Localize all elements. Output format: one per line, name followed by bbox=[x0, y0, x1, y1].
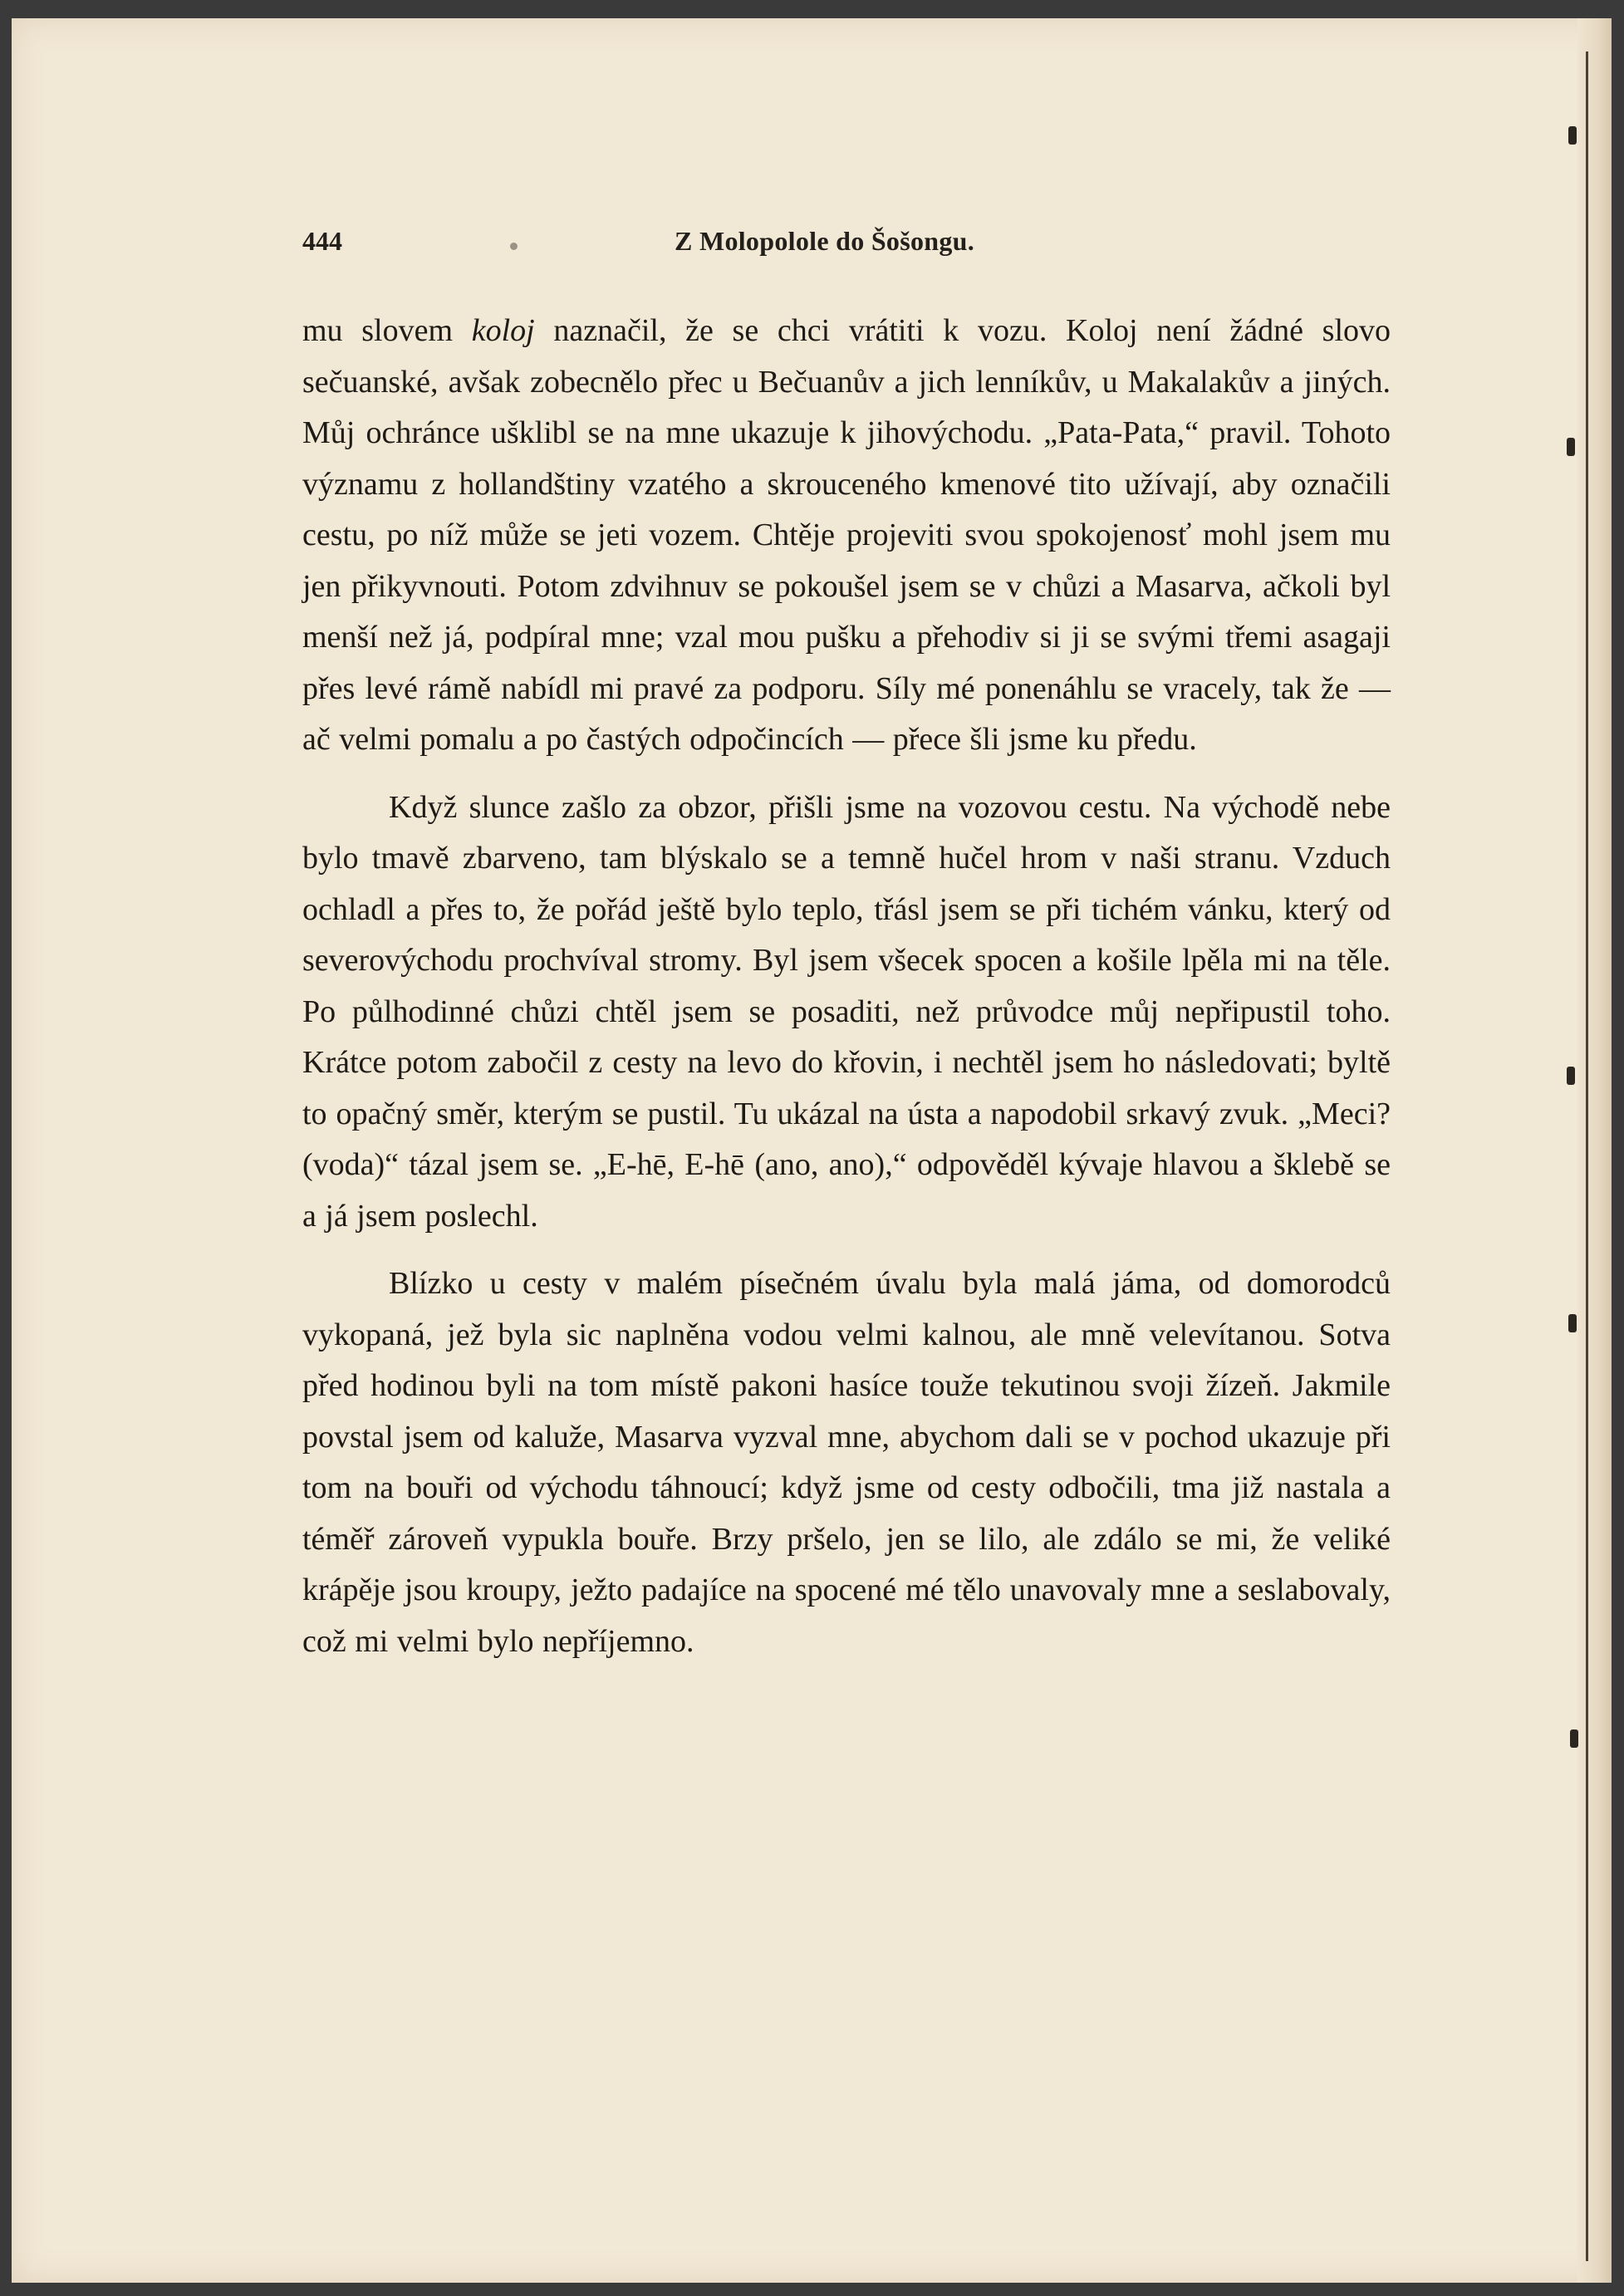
body-text bbox=[302, 306, 1391, 1684]
paragraph-3: Blízko u cesty v malém písečném úvalu byla malá jáma, od domorodců vykopaná, jež byla sic naplněna vodou velmi kalnou, ale mně velevítanou. Sotva před hodinou byli na tom místě pakoni hasíce touže tekutinou svoji žízeň. Jakmile povstal jsem od kaluže, Masarva vyzval mne, abychom dali se v pochod ukazuje při tom na bouři od východu táhnoucí; když jsme od cesty odbočili, tma již nastala a téměř zároveň vypukla bouře. Brzy pršelo, jen se lilo, ale zdálo se mi, že veliké krápěje jsou kroupy, ježto padajíce na spocené mé tělo unavovaly mne a seslabovaly, což mi velmi bylo nepříjemno. bbox=[302, 1266, 1391, 1659]
binding-line bbox=[1586, 52, 1588, 2261]
page-header bbox=[292, 226, 1391, 266]
binding-mark bbox=[1568, 1314, 1577, 1332]
binding-mark bbox=[1570, 1729, 1578, 1748]
paragraph-2: Když slunce zašlo za obzor, přišli jsme na vozovou cestu. Na východě nebe bylo tmavě zbarveno, tam blýskalo se a temně hučel hrom v naši stranu. Vzduch ochladl a přes to, že pořád ještě bylo teplo, třásl jsem se při tichém vánku, který od severovýchodu prochvíval stromy. Byl jsem všecek spocen a košile lpěla mi na těle. Po půlhodinné chůzi chtěl jsem se posaditi, než průvodce můj nepřipustil toho. Krátce potom zabočil z cesty na levo do křovin, i nechtěl jsem ho následovati; byltě to opačný směr, kterým se pustil. Tu ukázal na ústa a napodobil srkavý zvuk. „Meci? (voda)“ tázal jsem se. „E-hē, E-hē (ano, ano),“ odpověděl kývaje hlavou a šklebě se a já jsem poslechl. bbox=[302, 789, 1391, 1234]
page-binding-edge bbox=[1577, 18, 1612, 2283]
running-title: Z Molopolole do Šošongu. bbox=[675, 226, 975, 256]
paragraph-1-lead: mu slovem bbox=[302, 313, 472, 348]
paragraph-1-rest: naznačil, že se chci vrátiti k vozu. Koloj není žádné slovo sečuanské, avšak zobecnělo přec u Bečuanův a jich lenníkův, u Makalakův a jiných. Můj ochránce ušklibl se na mne ukazuje k jihovýchodu. „Pata-Pata,“ pravil. Tohoto významu z hollandštiny vzatého a skrouceného kmenové tito užívají, aby označili cestu, po níž může se jeti vozem. Chtěje projeviti svou spokojenosť mohl jsem mu jen přikyvnouti. Potom zdvihnuv se pokoušel jsem se v chůzi a Masarva, ačkoli byl menší než já, podpíral mne; vzal mou pušku a přehodiv si ji se svými třemi asagaji přes levé rámě nabídl mi pravé za podporu. Síly mé ponenáhlu se vracely, tak že — ač velmi pomalu a po častých odpočincích — přece šli jsme ku předu. bbox=[302, 313, 1391, 757]
italic-word: koloj bbox=[471, 313, 535, 348]
page-number: 444 bbox=[302, 226, 342, 256]
binding-mark bbox=[1567, 438, 1575, 456]
header-dot bbox=[510, 243, 518, 250]
binding-mark bbox=[1567, 1067, 1575, 1085]
binding-mark bbox=[1568, 126, 1577, 145]
paragraph-1 bbox=[302, 306, 1391, 766]
